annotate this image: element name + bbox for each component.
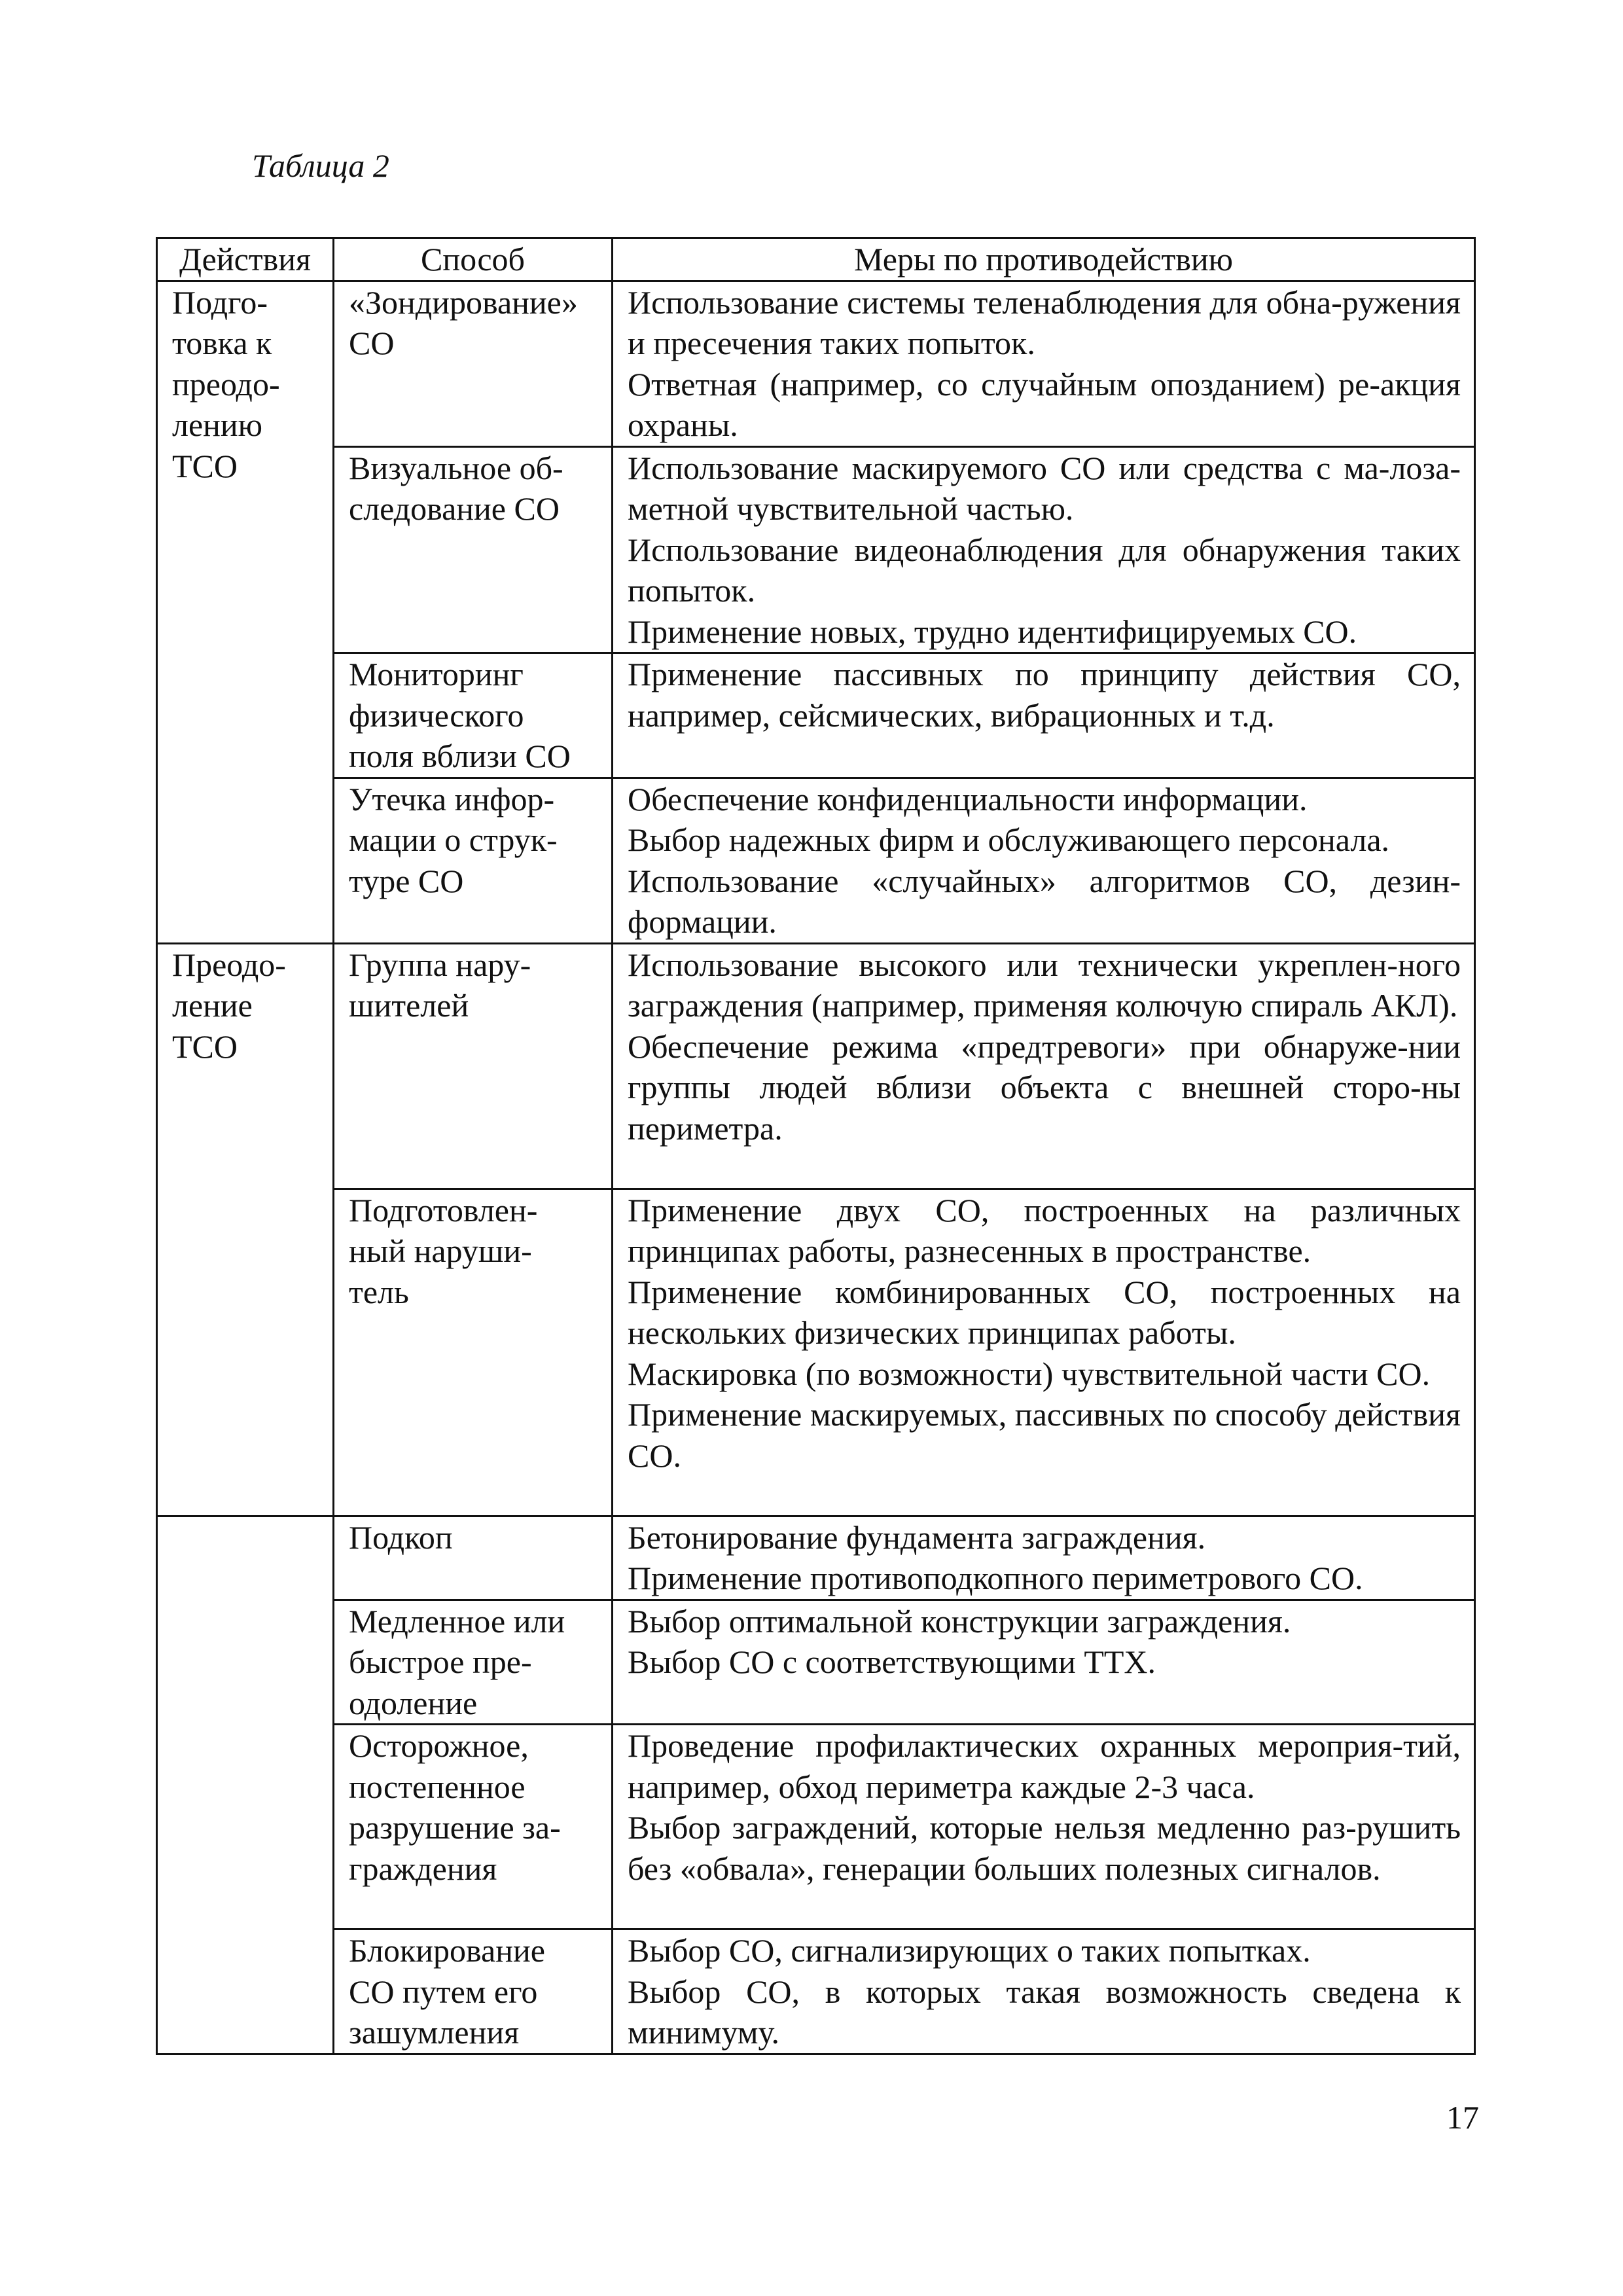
method-line: СО путем его [349, 1973, 538, 2010]
method-line: зашумления [349, 2014, 520, 2051]
action-line: ТСО [172, 447, 238, 484]
measures-cell [613, 943, 1475, 1189]
method-cell [334, 1189, 613, 1516]
method-cell [334, 281, 613, 446]
table-row [157, 1725, 1475, 1929]
method-line: Подготовлен- [349, 1191, 538, 1229]
method-line: шителей [349, 987, 469, 1024]
measure-item: Применение новых, трудно идентифицируемых СО. [628, 613, 1357, 650]
table-row [157, 653, 1475, 778]
method-line: туре СО [349, 862, 464, 899]
measure-item: Выбор оптимальной конструкции заграждения. [628, 1602, 1291, 1640]
method-cell [334, 1725, 613, 1929]
method-line: Осторожное, [349, 1727, 529, 1764]
table-row [157, 281, 1475, 446]
action-cell [157, 943, 334, 1516]
method-line: «Зондирование» [349, 283, 578, 321]
page-number: 17 [1446, 2099, 1479, 2136]
method-line: Группа нару- [349, 946, 531, 983]
measures-cell [613, 1725, 1475, 1929]
method-line: граждения [349, 1850, 497, 1887]
method-line: ный наруши- [349, 1232, 532, 1269]
measure-item: Выбор заграждений, которые нельзя медленно раз-рушить без «обвала», генерации больших полезных сигналов. [628, 1809, 1461, 1887]
method-line: Утечка инфор- [349, 780, 555, 817]
action-line: Подго- [172, 283, 268, 321]
table-row [157, 778, 1475, 943]
method-line: Подкоп [349, 1518, 453, 1556]
method-line: мации о струк- [349, 821, 558, 858]
method-line: следование СО [349, 490, 560, 527]
measure-item: Применение противоподкопного периметрового СО. [628, 1560, 1363, 1596]
method-line: постепенное [349, 1768, 526, 1805]
method-cell [334, 653, 613, 778]
method-cell [334, 943, 613, 1189]
table-body [157, 281, 1475, 2054]
measure-item: Использование маскируемого СО или средства с ма-лоза-метной чувствительной частью. [628, 449, 1461, 527]
measures-cell [613, 1929, 1475, 2054]
method-line: одоление [349, 1684, 478, 1721]
measure-item: Выбор надежных фирм и обслуживающего персонала. [628, 821, 1390, 858]
method-line: Визуальное об- [349, 449, 563, 486]
measures-cell [613, 1516, 1475, 1600]
header-method: Способ [334, 238, 613, 281]
action-line: лению [172, 406, 263, 443]
action-cell [157, 1516, 334, 2054]
header-measures: Меры по противодействию [613, 238, 1475, 281]
method-line: Мониторинг [349, 656, 524, 692]
measure-item: Применение маскируемых, пассивных по способу действия СО. [628, 1396, 1461, 1474]
measure-item: Применение пассивных по принципу действия СО, например, сейсмических, вибрационных и т.д. [628, 656, 1461, 734]
method-line: быстрое пре- [349, 1643, 532, 1680]
method-line: разрушение за- [349, 1809, 561, 1846]
header-actions: Действия [157, 238, 334, 281]
method-cell [334, 1929, 613, 2054]
measure-item: Использование высокого или технически укреплен-ного заграждения (например, применяя колючую спираль АКЛ). [628, 946, 1461, 1024]
table-row [157, 1600, 1475, 1725]
measure-item: Применение двух СО, построенных на различных принципах работы, разнесенных в пространстве. [628, 1191, 1461, 1269]
measures-cell [613, 1600, 1475, 1725]
measure-item: Бетонирование фундамента заграждения. [628, 1518, 1206, 1556]
method-line: физического [349, 696, 524, 734]
measure-item: Выбор СО, сигнализирующих о таких попытках. [628, 1932, 1311, 1969]
measure-item: Использование видеонаблюдения для обнаружения таких попыток. [628, 531, 1461, 609]
measure-item: Использование «случайных» алгоритмов СО, дезин-формации. [628, 862, 1461, 940]
table-row [157, 943, 1475, 1189]
table-caption: Таблица 2 [252, 147, 389, 184]
table-row [157, 1189, 1475, 1516]
method-line: СО [349, 325, 395, 361]
method-cell [334, 778, 613, 943]
action-line: ление [172, 987, 253, 1024]
method-line: Блокирование [349, 1932, 545, 1969]
measure-item: Маскировка (по возможности) чувствительной части СО. [628, 1355, 1431, 1392]
measure-item: Обеспечение режима «предтревоги» при обнаруже-нии группы людей вблизи объекта с внешней сторо-ны периметра. [628, 1028, 1461, 1147]
action-line: ТСО [172, 1028, 238, 1065]
table-row [157, 446, 1475, 653]
action-cell [157, 281, 334, 943]
measure-item: Применение комбинированных СО, построенных на нескольких физических принципах работы. [628, 1273, 1461, 1351]
measure-item: Ответная (например, со случайным опозданием) ре-акция охраны. [628, 365, 1461, 443]
measure-item: Использование системы теленаблюдения для обна-ружения и пресечения таких попыток. [628, 283, 1461, 361]
method-cell [334, 446, 613, 653]
measures-cell [613, 653, 1475, 778]
method-line: тель [349, 1273, 409, 1310]
measures-cell [613, 446, 1475, 653]
table-row [157, 1516, 1475, 1600]
action-line: Преодо- [172, 946, 286, 983]
measure-item: Проведение профилактических охранных мероприя-тий, например, обход периметра каждые 2-3 часа. [628, 1727, 1461, 1805]
method-cell [334, 1516, 613, 1600]
measures-cell [613, 281, 1475, 446]
table-row [157, 1929, 1475, 2054]
method-cell [334, 1600, 613, 1725]
measures-cell [613, 1189, 1475, 1516]
action-line: товка к [172, 325, 272, 361]
action-line: преодо- [172, 365, 280, 403]
measure-item: Выбор СО, в которых такая возможность сведена к минимуму. [628, 1973, 1461, 2051]
measures-cell [613, 778, 1475, 943]
measure-item: Выбор СО с соответствующими ТТХ. [628, 1643, 1156, 1680]
method-line: поля вблизи СО [349, 738, 571, 774]
measure-item: Обеспечение конфиденциальности информации. [628, 780, 1308, 817]
table-header-row [157, 238, 1475, 281]
countermeasures-table [156, 237, 1476, 2055]
method-line: Медленное или [349, 1602, 565, 1640]
